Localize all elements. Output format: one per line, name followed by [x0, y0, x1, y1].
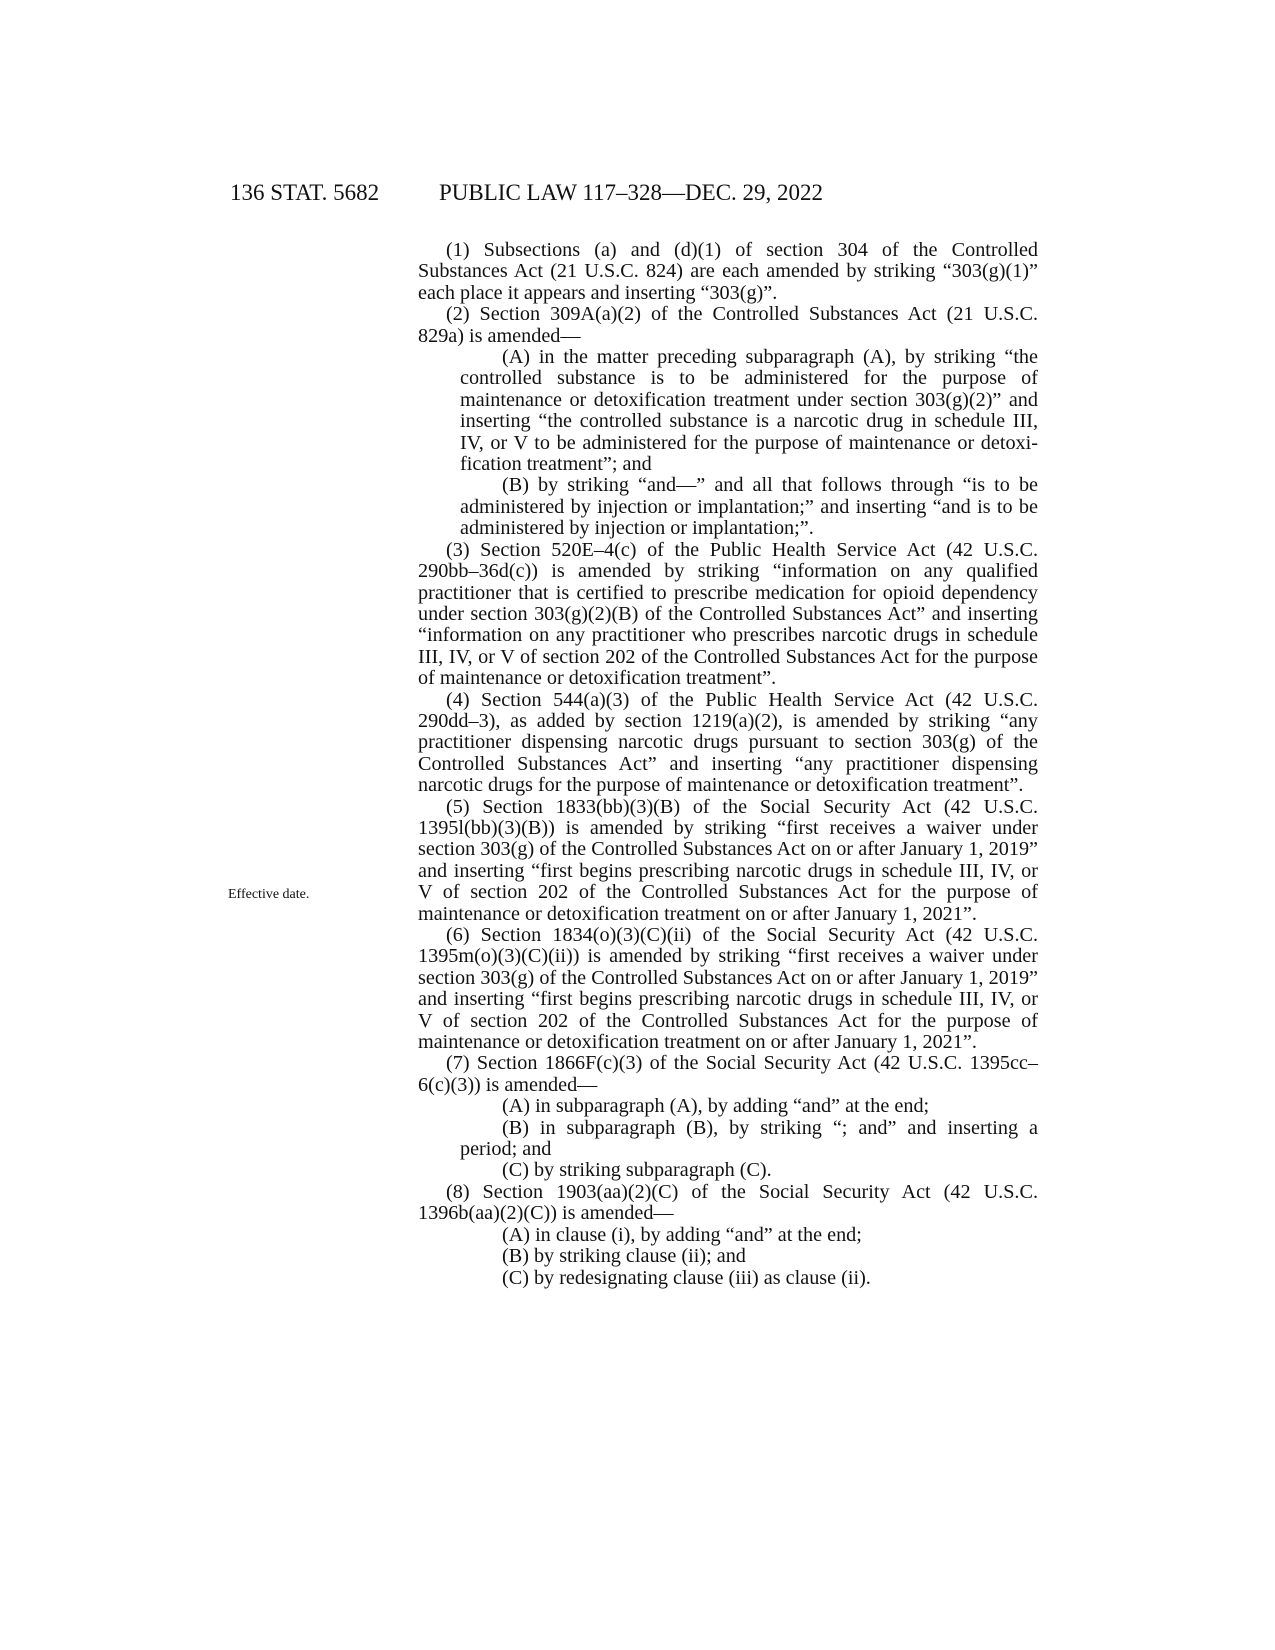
paragraph-5: (5) Section 1833(bb)(3)(B) of the Social Security Act (42 U.S.C. 1395l(bb)(3)(B)) is amended by striking “first receives a waiver under section 303(g) of the Controlled Substances Act on or after January 1, 2019” and inserting “first begins prescribing narcotic drugs in schedule III, IV, or V of section 202 of the Controlled Substances Act for the purpose of maintenance or detoxification treatment on or after January 1, 2021”. [418, 795, 1038, 925]
paragraph-1: (1) Subsections (a) and (d)(1) of section 304 of the Controlled Substances Act (21 U.S.C. 824) are each amended by striking “303(g)(1)” each place it appears and inserting “303(g)”. [418, 239, 1038, 304]
paragraph-2-subparagraph-b: (B) by striking “and—” and all that follows through “is to be administered by injection or implantation;” and inserting “and is to be administered by injection or implantation;”. [460, 474, 1038, 540]
paragraph-2: (2) Section 309A(a)(2) of the Controlled Substances Act (21 U.S.C. 829a) is amended— [418, 303, 1038, 347]
paragraph-7-subparagraph-a: (A) in subparagraph (A), by adding “and” at the end; [502, 1095, 930, 1118]
page-header [230, 180, 930, 212]
paragraph-7: (7) Section 1866F(c)(3) of the Social Security Act (42 U.S.C. 1395cc–6(c)(3)) is amended— [418, 1052, 1038, 1096]
public-law-title: PUBLIC LAW 117–328—DEC. 29, 2022 [439, 180, 824, 205]
paragraph-7-subparagraph-c: (C) by striking subparagraph (C). [502, 1159, 772, 1182]
paragraph-7-subparagraph-b: (B) in subparagraph (B), by striking “; and” and inserting a period; and [460, 1116, 1038, 1161]
paragraph-8-subparagraph-b: (B) by striking clause (ii); and [502, 1245, 746, 1268]
paragraph-6: (6) Section 1834(o)(3)(C)(ii) of the Social Security Act (42 U.S.C. 1395m(o)(3)(C)(ii)) is amended by striking “first receives a waiver under section 303(g) of the Controlled Substances Act on or after January 1, 2019” and inserting “first begins prescribing narcotic drugs in schedule III, IV, or V of section 202 of the Controlled Substances Act for the purpose of maintenance or detoxification treatment on or after January 1, 2021”. [418, 924, 1038, 1054]
paragraph-8: (8) Section 1903(aa)(2)(C) of the Social Security Act (42 U.S.C. 1396b(aa)(2)(C)) is amended— [418, 1180, 1038, 1225]
paragraph-4: (4) Section 544(a)(3) of the Public Health Service Act (42 U.S.C. 290dd–3), as added by section 1219(a)(2), is amended by striking “any practitioner dispensing narcotic drugs pursuant to section 303(g) of the Controlled Substances Act” and inserting “any practitioner dispensing narcotic drugs for the purpose of maintenance or detoxification treatment”. [418, 688, 1038, 797]
paragraph-8-subparagraph-a: (A) in clause (i), by adding “and” at the end; [502, 1223, 862, 1246]
statute-page-reference: 136 STAT. 5682 [230, 180, 380, 205]
document-body [418, 240, 1038, 1289]
paragraph-8-subparagraph-c: (C) by redesignating clause (iii) as clause (ii). [502, 1266, 871, 1289]
paragraph-2-subparagraph-a: (A) in the matter preceding subparagraph (A), by striking “the controlled substance is to be administered for the purpose of maintenance or detoxification treatment under section 303(g)(2)” and inserting “the controlled substance is a narcotic drug in schedule III, IV, or V to be administered for the purpose of maintenance or detoxification treatment”; and [460, 346, 1038, 476]
margin-note-effective-date: Effective date. [228, 887, 310, 902]
paragraph-3: (3) Section 520E–4(c) of the Public Health Service Act (42 U.S.C. 290bb–36d(c)) is amended by striking “information on any qualified practitioner that is certified to prescribe medication for opioid dependency under section 303(g)(2)(B) of the Controlled Substances Act” and inserting “information on any practitioner who prescribes narcotic drugs in schedule III, IV, or V of section 202 of the Controlled Substances Act for the purpose of maintenance or detoxification treatment”. [418, 538, 1038, 690]
